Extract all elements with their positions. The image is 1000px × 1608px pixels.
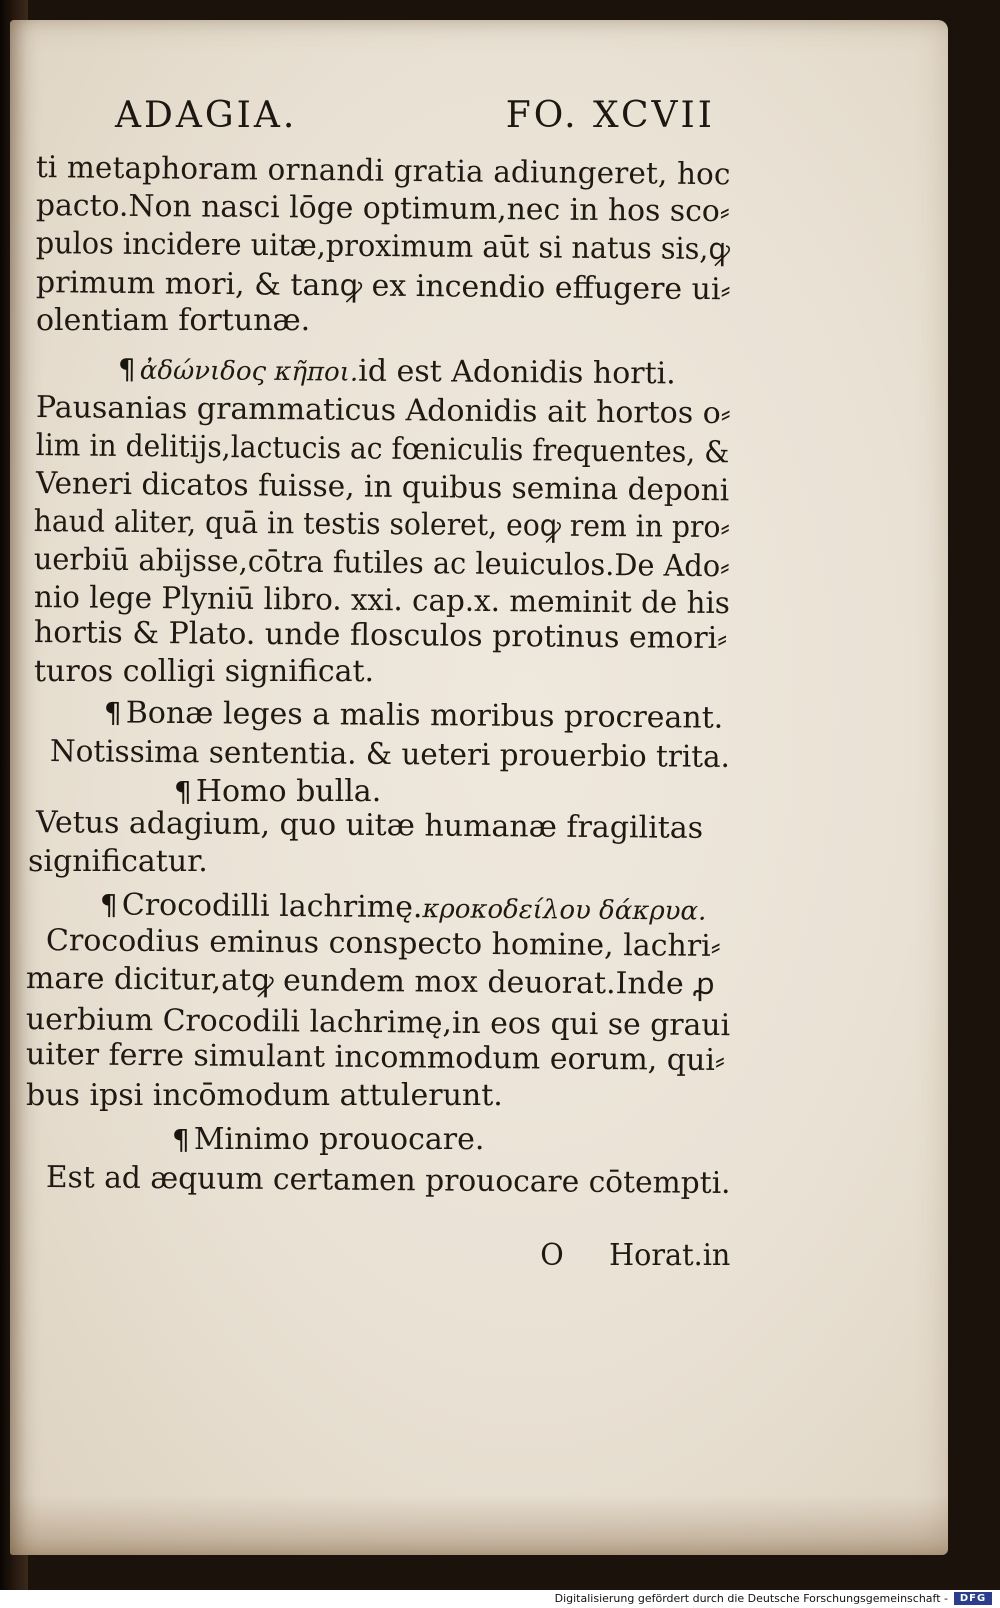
text-line <box>32 188 730 230</box>
pilcrow-icon: ¶ <box>117 352 136 386</box>
text-line <box>500 1202 731 1273</box>
line-text: olentiam fortunæ. <box>36 303 311 338</box>
text-line <box>32 303 310 339</box>
text-line <box>32 428 730 471</box>
line-text: mare dicitur,atꝙ eundem mox deuorat.Inde ꝓ <box>25 961 715 1003</box>
line-text: Pausanias grammaticus Adonidis ait hortos o⸗ <box>35 390 731 432</box>
line-text: Veneri dicatos fuisse, in quibus semina deponi <box>35 466 730 509</box>
line-text: Homo bulla. <box>195 774 382 809</box>
text-line <box>32 466 730 509</box>
text-line <box>42 1160 731 1202</box>
text-line <box>24 844 208 880</box>
line-text: Vetus adagium, quo uitæ humanæ fragilitas <box>35 805 704 846</box>
line-text: uerbiū abijsse,cōtra futiles ac leuiculos.De Ado⸗ <box>33 542 730 585</box>
line-text: hortis & Plato. unde flosculos protinus emori⸗ <box>33 614 728 657</box>
line-text: lim in delitijs,lactucis ac fœniculis frequentes, & <box>35 428 730 471</box>
line-text: Crocodius eminus conspecto homine, lachri⸗ <box>45 923 721 964</box>
text-line <box>174 774 381 810</box>
running-head <box>115 95 715 145</box>
text-line <box>30 542 730 585</box>
line-text: pacto.Non nasci lōge optimum,nec in hos sco⸗ <box>35 188 730 230</box>
line-text: nio lege Plyniū libro. xxi. cap.x. meminit de his <box>33 580 731 622</box>
running-head-title: ADAGIA. <box>115 95 298 136</box>
text-line <box>22 1078 503 1114</box>
digitization-credit: Digitalisierung gefördert durch die Deutsche Forschungsgemeinschaft - <box>554 1592 948 1605</box>
text-line <box>100 887 707 928</box>
line-text: uerbium Crocodili lachrimę,in eos qui se graui <box>25 1002 731 1044</box>
dfg-logo: DFG <box>954 1592 992 1605</box>
line-text: turos colligi significat. <box>34 654 375 689</box>
text-line <box>30 615 728 657</box>
text-line <box>30 504 730 546</box>
line-text: significatur. <box>28 844 208 879</box>
line-text: bus ipsi incōmodum attulerunt. <box>26 1078 503 1113</box>
line-text: uiter ferre simulant incommodum eorum, qui⸗ <box>25 1036 726 1079</box>
line-text: Crocodilli lachrimę. <box>121 887 423 926</box>
paper-stain <box>10 1495 948 1555</box>
line-text: Minimo prouocare. <box>193 1122 485 1157</box>
greek-text: κροκοδείλου δάκρυα. <box>422 894 707 927</box>
greek-text: ἀδώνιδος κῆποι. <box>139 355 359 388</box>
text-line <box>22 1037 725 1079</box>
text-line <box>42 923 721 965</box>
line-text: haud aliter, quā in testis soleret, eoꝙ rem in pro⸗ <box>33 504 730 546</box>
pilcrow-icon: ¶ <box>99 888 118 922</box>
line-text-after: id est Adonidis horti. <box>358 353 676 392</box>
text-line <box>30 654 374 690</box>
text-line <box>46 734 730 776</box>
text-line <box>104 695 724 736</box>
catchword: O Horat.in <box>540 1238 731 1273</box>
text-line <box>22 961 715 1003</box>
line-text: ti metaphoram ornandi gratia adiungeret, hoc <box>35 150 731 193</box>
line-text: Bonæ leges a malis moribus procreant. <box>125 695 724 736</box>
line-text: Est ad æquum certamen prouocare cōtempti. <box>45 1160 731 1202</box>
pilcrow-icon: ¶ <box>103 696 122 730</box>
text-line <box>32 805 703 847</box>
text-line <box>32 265 731 308</box>
line-text: primum mori, & tanꝙ ex incendio effugere ui⸗ <box>35 265 731 308</box>
text-block <box>18 150 738 1273</box>
text-line <box>172 1122 484 1158</box>
pilcrow-icon: ¶ <box>172 1123 190 1156</box>
text-line <box>118 352 676 393</box>
text-line <box>32 150 731 193</box>
folio-number: FO. XCVII <box>505 95 715 136</box>
line-text: Notissima sententia. & ueteri prouerbio trita. <box>49 734 731 775</box>
text-line <box>32 226 730 268</box>
line-text: pulos incidere uitæ,proximum aūt si natus sis,ꝙ <box>35 226 731 268</box>
text-line <box>32 390 731 432</box>
pilcrow-icon: ¶ <box>174 775 192 808</box>
